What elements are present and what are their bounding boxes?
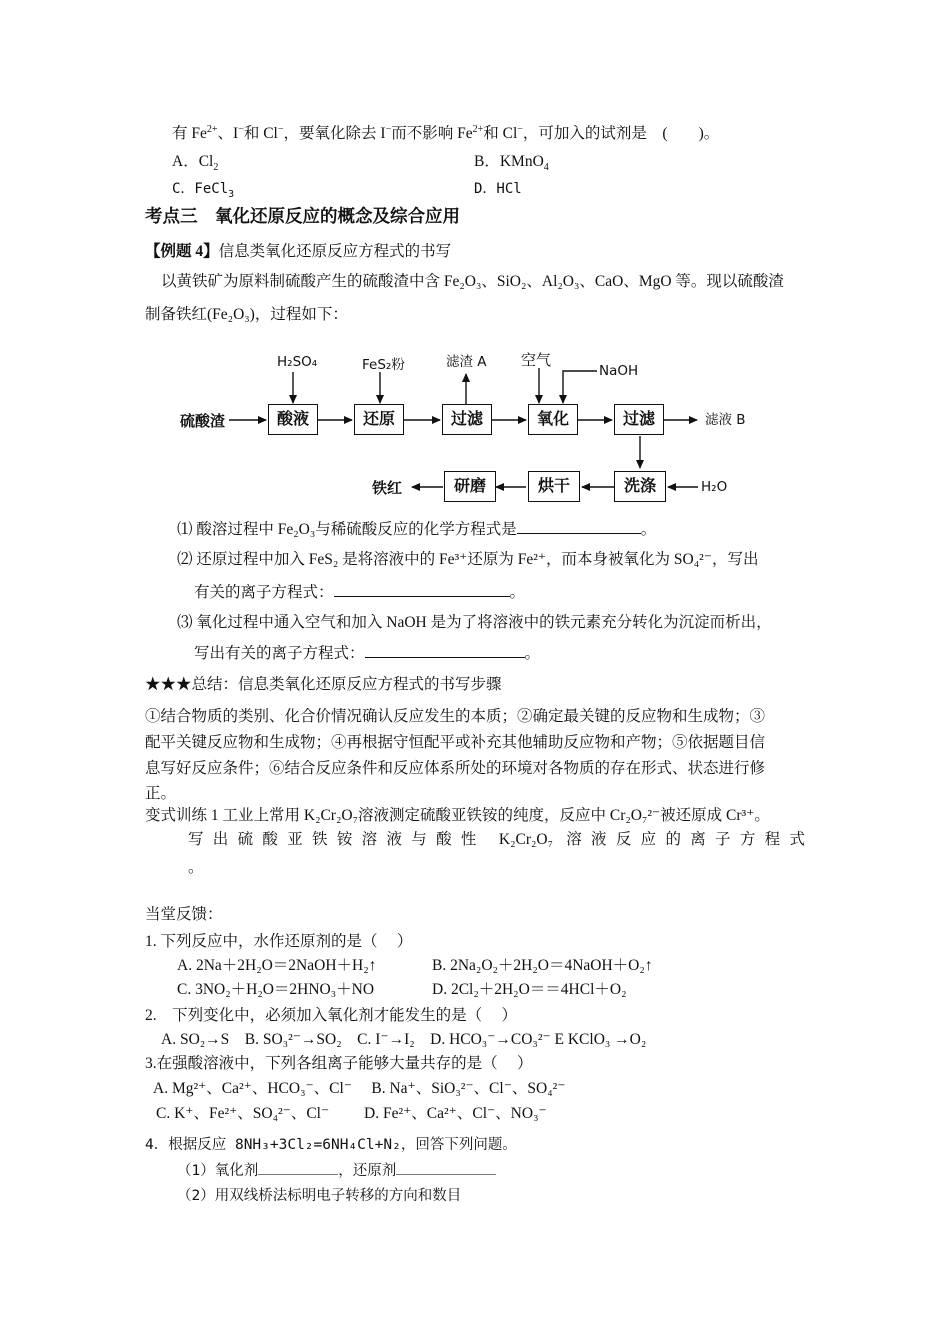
sub-question-3-line1: ⑶ 氧化过程中通入空气和加入 NaOH 是为了将溶液中的铁元素充分转化为沉淀而析出，	[177, 614, 772, 631]
flow-start: 硫酸渣	[180, 412, 226, 430]
flow-box-grind: 研磨	[444, 471, 496, 502]
flow-output-residue-a: 滤渣 A	[446, 354, 487, 370]
sub-question-2-line1: ⑵ 还原过程中加入 FeS₂ 是将溶液中的 Fe³⁺还原为 Fe²⁺，而本身被氧化为 SO₄²⁻，写出	[177, 551, 759, 568]
variant-line2: 写出硫酸亚铁铵溶液与酸性 K₂Cr₂O₇ 溶液反应的离子方程式	[188, 831, 805, 848]
feedback-q1-option-c: C. 3NO₂＋H₂O＝2HNO₃＋NO	[177, 981, 375, 998]
feedback-title: 当堂反馈：	[145, 906, 223, 923]
feedback-q2-options: A. SO₂→S B. SO₃²⁻→SO₂ C. I⁻→I₂ D. HCO₃⁻→CO₃²⁻ E KClO₃ →O₂	[161, 1031, 647, 1048]
answer-blank-1[interactable]	[517, 519, 641, 534]
flow-box-filter2: 过滤	[614, 404, 664, 435]
example-heading: 【例题 4】信息类氧化还原反应方程式的书写	[145, 243, 452, 260]
flow-box-acid: 酸液	[268, 404, 318, 435]
summary-line2: 配平关键反应物和生成物；④再根据守恒配平或补充其他辅助反应物和产物；⑤依据题目信	[145, 734, 766, 751]
flow-input-naoh: NaOH	[599, 363, 639, 379]
flow-input-water: H₂O	[701, 479, 728, 495]
flow-input-fes2: FeS₂粉	[362, 357, 405, 373]
flow-end: 铁红	[372, 479, 403, 497]
example-intro-line1: 以黄铁矿为原料制硫酸产生的硫酸渣中含 Fe₂O₃、SiO₂、Al₂O₃、CaO、MgO 等。现以硫酸渣	[161, 273, 784, 290]
flow-box-wash: 洗涤	[614, 471, 666, 502]
summary-title: ★★★总结：信息类氧化还原反应方程式的书写步骤	[145, 676, 502, 693]
feedback-q1-option-d: D. 2Cl₂＋2H₂O＝＝4HCl＋O₂	[432, 981, 627, 998]
flow-box-oxidize: 氧化	[528, 404, 578, 435]
feedback-q2: 2. 下列变化中，必须加入氧化剂才能发生的是（ ）	[145, 1007, 518, 1024]
arrow-naoh-in	[563, 371, 597, 403]
flow-box-filter: 过滤	[442, 404, 492, 435]
option-c: C．FeCl$_3$	[172, 181, 235, 200]
flow-input-h2so4: H₂SO₄	[277, 354, 318, 370]
flow-input-air: 空气	[521, 351, 552, 369]
sub-question-3-line2: 写出有关的离子方程式： 。	[194, 645, 541, 662]
feedback-q1-option-a: A. 2Na＋2H₂O＝2NaOH＋H₂↑	[177, 957, 377, 974]
flow-box-reduce: 还原	[354, 404, 404, 435]
oxidant-blank[interactable]	[258, 1160, 338, 1175]
summary-line1: ①结合物质的类别、化合价情况确认反应发生的本质；②确定最关键的反应物和生成物；③	[145, 708, 766, 725]
option-a: A．$Cl_2$	[172, 153, 219, 174]
option-b: B．KMnO$_4$	[474, 153, 549, 174]
section-title: 考点三 氧化还原反应的概念及综合应用	[145, 207, 460, 227]
feedback-q3-options-ab: A. Mg²⁺、Ca²⁺、HCO₃⁻、Cl⁻ B. Na⁺、SiO₃²⁻、Cl⁻、SO₄²⁻	[153, 1080, 566, 1097]
feedback-q4-part1: （1）氧化剂 ，还原剂	[177, 1160, 496, 1181]
example-intro-line2: 制备铁红(Fe₂O₃)，过程如下：	[145, 306, 348, 323]
answer-blank-2[interactable]	[334, 582, 510, 597]
flow-output-filtrate-b: 滤液 B	[705, 412, 746, 428]
variant-line3: 。	[188, 859, 204, 876]
feedback-q4: 4．根据反应 8NH₃+3Cl₂=6NH₄Cl+N₂，回答下列问题。	[145, 1137, 517, 1153]
flow-box-dry: 烘干	[528, 471, 580, 502]
answer-blank-3[interactable]	[365, 643, 525, 658]
feedback-q3: 3.在强酸溶液中，下列各组离子能够大量共存的是（ ）	[145, 1055, 533, 1072]
feedback-q4-part2: （2）用双线桥法标明电子转移的方向和数目	[177, 1188, 462, 1204]
sub-question-1: ⑴ 酸溶过程中 Fe₂O₃与稀硫酸反应的化学方程式是 。	[177, 521, 657, 538]
summary-line4: 正。	[145, 785, 177, 802]
sub-question-2-line2: 有关的离子方程式： 。	[194, 584, 526, 601]
feedback-q1-option-b: B. 2Na₂O₂＋2H₂O＝4NaOH＋O₂↑	[432, 957, 653, 974]
option-d: D．HCl	[474, 181, 522, 197]
feedback-q1: 1. 下列反应中，水作还原剂的是（ ）	[145, 933, 413, 950]
variant-line1: 变式训练 1 工业上常用 K₂Cr₂O₇溶液测定硫酸亚铁铵的纯度，反应中 Cr₂O₇²⁻被还原成 Cr³⁺。	[145, 807, 770, 824]
summary-line3: 息写好反应条件；⑥结合反应条件和反应体系所处的环境对各物质的存在形式、状态进行修	[145, 760, 766, 777]
feedback-q3-options-cd: C. K⁺、Fe²⁺、SO₄²⁻、Cl⁻ D. Fe²⁺、Ca²⁺、Cl⁻、NO₃⁻	[156, 1105, 547, 1122]
reductant-blank[interactable]	[396, 1160, 496, 1175]
top-question-stem: 有 $Fe^{2+}$、I−和 Cl−，要氧化除去 I−而不影响 $Fe^{2+}$和 Cl−，可加入的试剂是 ( )。	[172, 123, 720, 142]
